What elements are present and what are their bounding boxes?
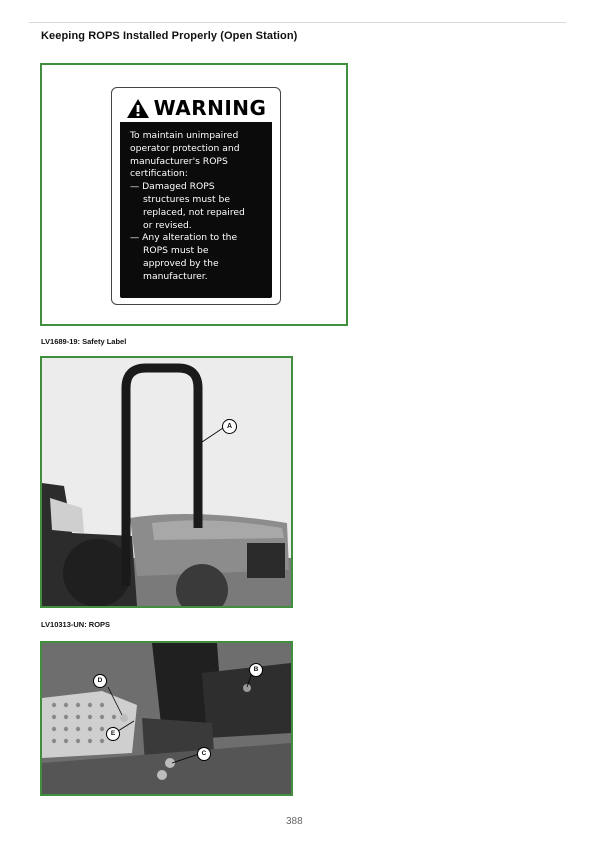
warning-line: manufacturer's ROPS [130, 155, 228, 167]
warning-line: — Any alteration to the [130, 232, 238, 244]
callout-d: D [93, 674, 107, 688]
warning-line: ROPS must be [143, 245, 209, 257]
warning-line: To maintain unimpaired [130, 130, 239, 141]
warning-line: or revised. [143, 219, 192, 231]
callout-b: B [249, 663, 263, 677]
warning-triangle-icon [126, 98, 150, 119]
callout-a: A [222, 419, 237, 434]
rops-mount-figure [40, 641, 293, 796]
warning-line: structures must be [143, 193, 230, 205]
warning-header [120, 94, 272, 122]
rops-tractor-photo [42, 358, 291, 606]
warning-text [130, 130, 266, 284]
warning-line: approved by the [143, 257, 219, 269]
safety-label-figure [40, 63, 348, 326]
section-title: Keeping ROPS Installed Properly (Open Station) [41, 30, 298, 42]
warning-line: manufacturer. [143, 270, 208, 282]
warning-line: — Damaged ROPS [130, 181, 215, 193]
warning-line: replaced, not repaired [143, 206, 245, 218]
header-rule [29, 22, 566, 23]
warning-line: certification: [130, 168, 188, 180]
figure-caption: LV10313-UN: ROPS [41, 620, 111, 629]
figure-caption: LV1689-19: Safety Label [41, 337, 127, 346]
page-number: 388 [286, 816, 303, 827]
warning-label [111, 87, 281, 305]
warning-line: operator protection and [130, 142, 240, 154]
callout-c: C [197, 747, 211, 761]
rops-photo-figure [40, 356, 293, 608]
callout-e: E [106, 727, 120, 741]
warning-label-panel [120, 94, 272, 298]
warning-heading: WARNING [153, 96, 267, 120]
